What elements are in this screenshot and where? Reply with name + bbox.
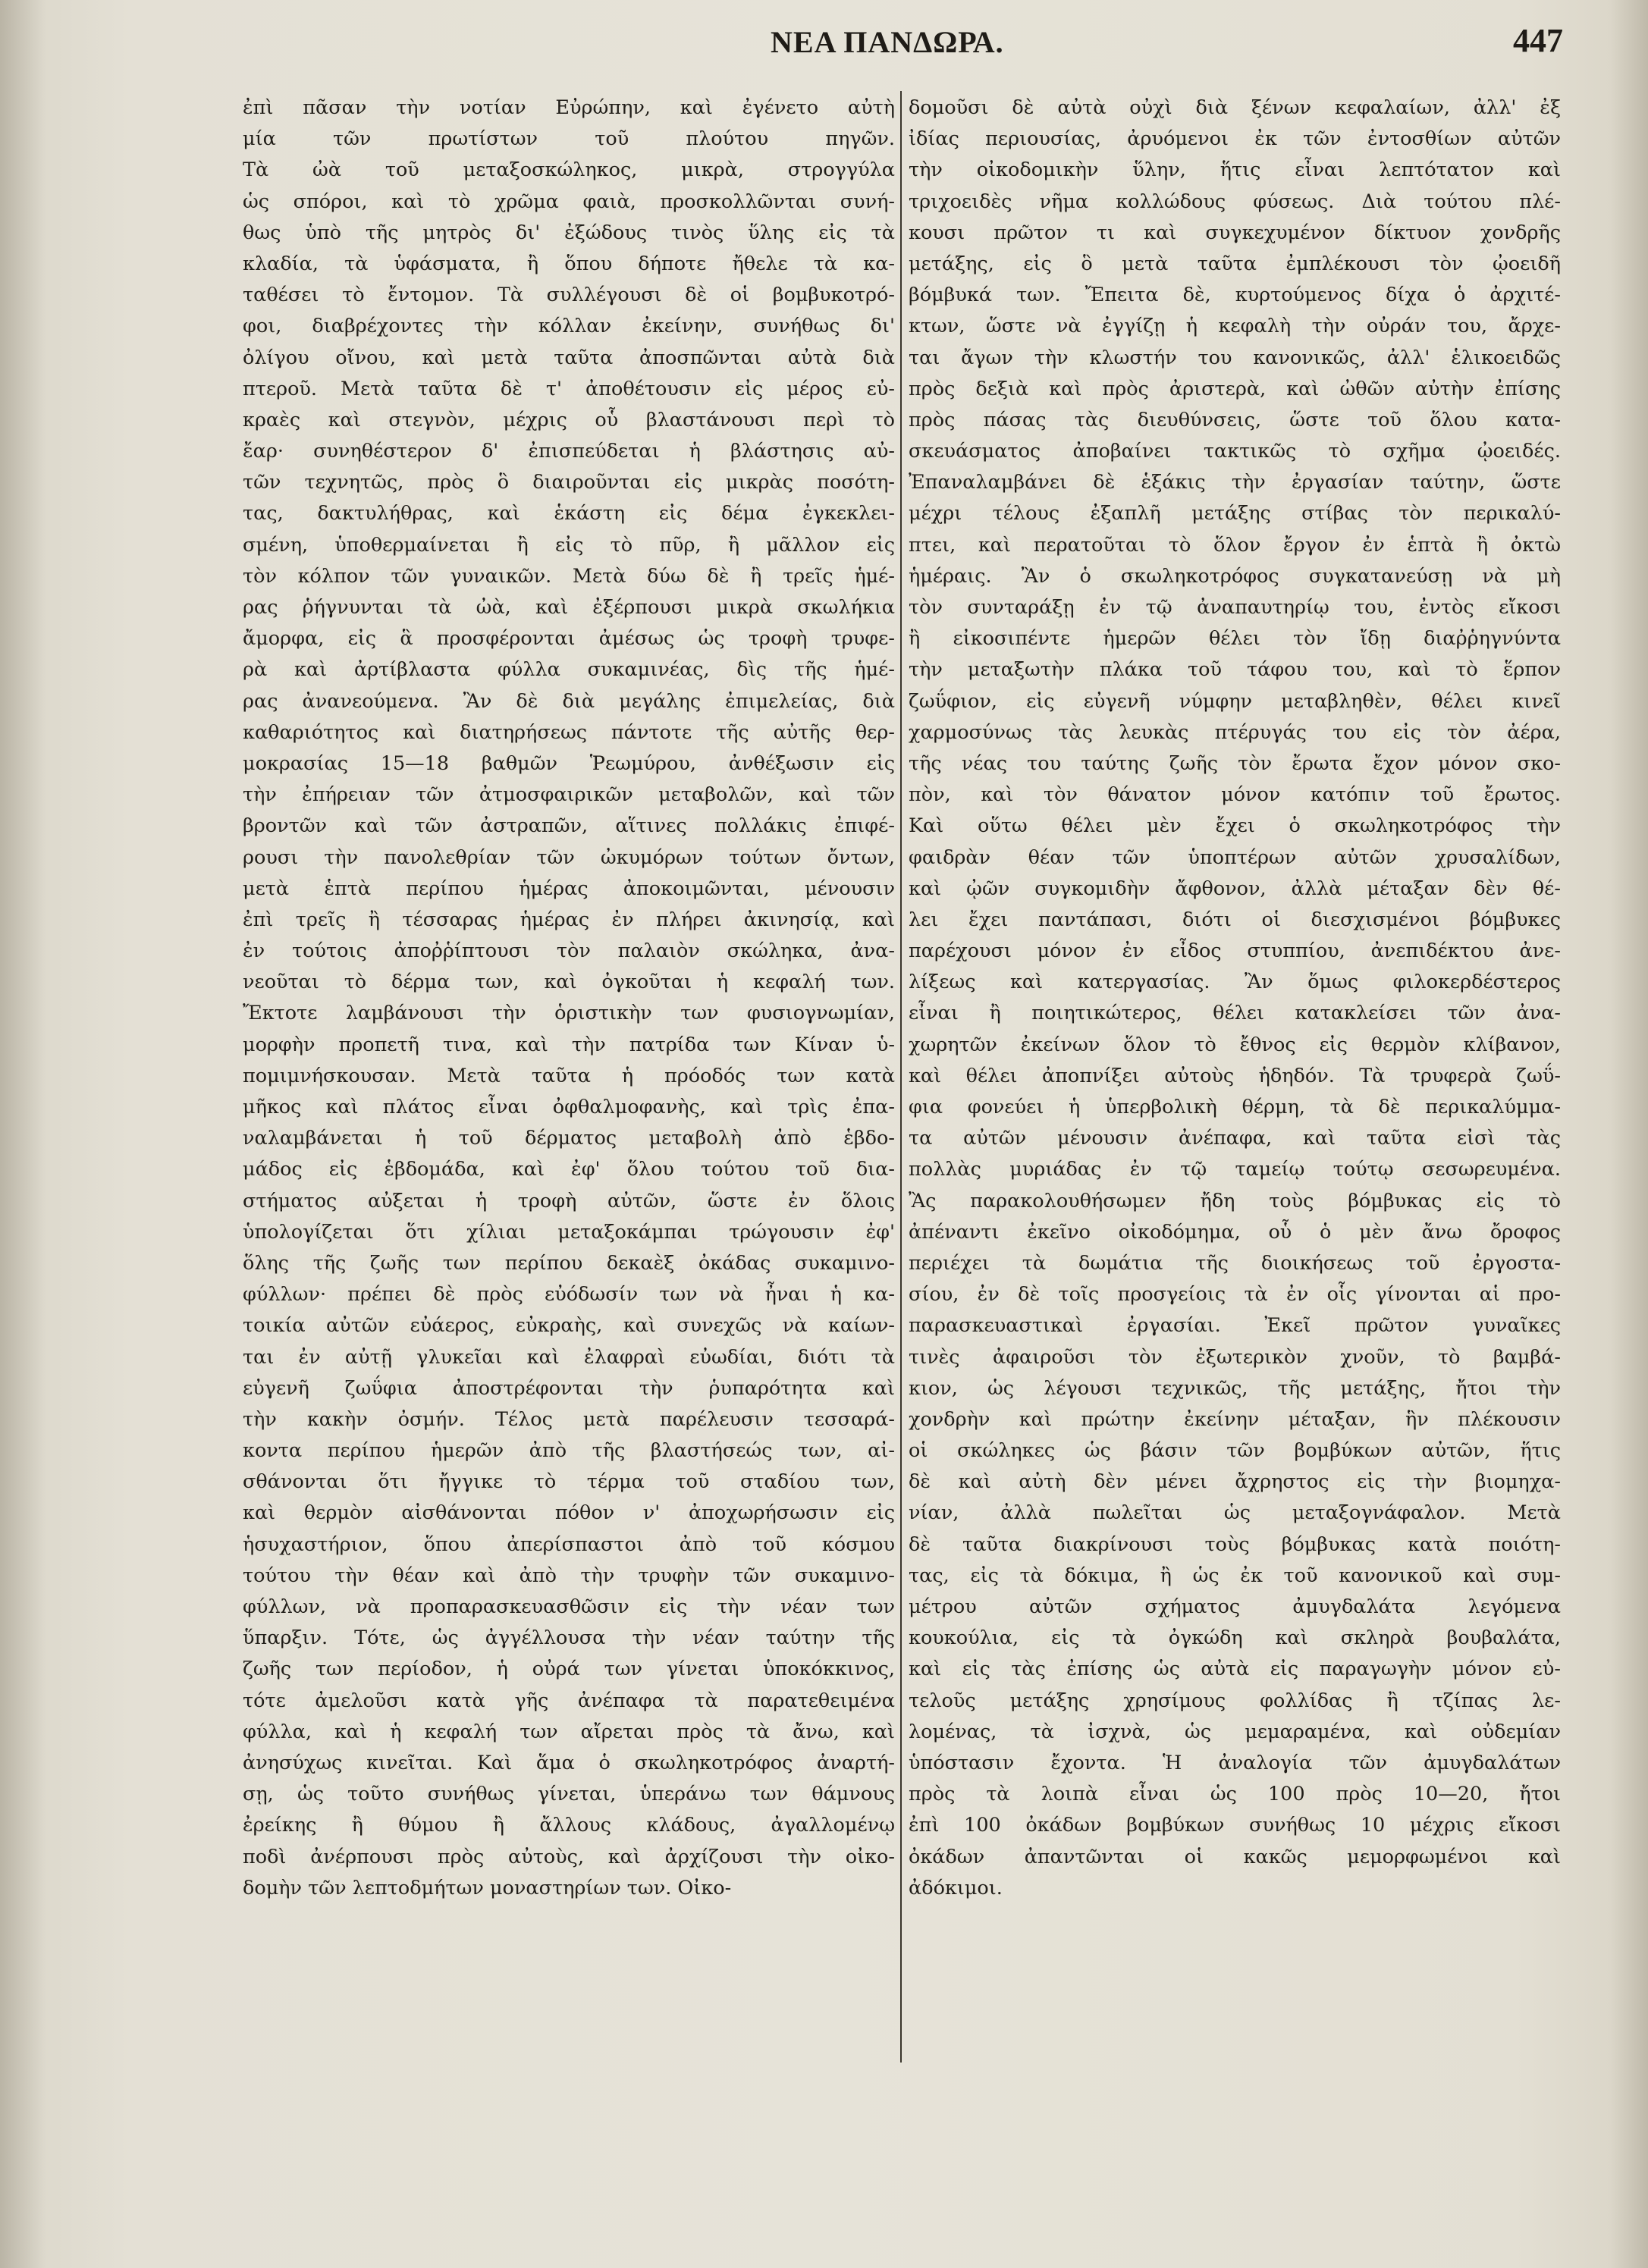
- text-line: ται ἐν αὐτῇ γλυκεῖαι καὶ ἐλαφραὶ εὐωδίαι, διότι τὰ: [243, 1345, 895, 1369]
- text-line: βόμβυκά των. Ἔπειτα δὲ, κυρτούμενος δίχα ὁ ἀρχιτέ-: [909, 284, 1561, 307]
- text-line: πομιμνήσκουσαν. Μετὰ ταῦτα ἡ πρόοδός των κατὰ: [243, 1064, 895, 1087]
- text-line: ὡς σπόροι, καὶ τὸ χρῶμα φαιὰ, προσκολλῶνται συνή-: [243, 190, 895, 213]
- text-line: ποδὶ ἀνέρπουσι πρὸς αὐτοὺς, καὶ ἀρχίζουσι τὴν οἰκο-: [243, 1845, 895, 1868]
- text-line: καὶ θερμὸν αἰσθάνονται πόθον ν' ἀποχωρήσωσιν εἰς: [243, 1501, 895, 1525]
- text-line: δομοῦσι δὲ αὐτὰ οὐχὶ διὰ ξένων κεφαλαίων, ἀλλ' ἐξ: [909, 96, 1561, 119]
- text-line: τελοῦς μετάξης χρησίμους φολλίδας ἢ τζίπας λε-: [909, 1689, 1561, 1712]
- text-line: σῃ, ὡς τοῦτο συνήθως γίνεται, ὑπεράνω των θάμνους: [243, 1783, 895, 1806]
- text-line: τῆς νέας του ταύτης ζωῆς τὸν ἔρωτα ἔχον μόνον σκο-: [909, 751, 1561, 775]
- text-line: δὲ ταῦτα διακρίνουσι τοὺς βόμβυκας κατὰ ποιότη-: [909, 1532, 1561, 1556]
- text-line: παρασκευαστικαὶ ἐργασίαι. Ἐκεῖ πρῶτον γυναῖκες: [909, 1314, 1561, 1338]
- text-line: ζωῆς των περίοδον, ἡ οὐρά των γίνεται ὑποκόκκινος,: [243, 1658, 895, 1681]
- text-line: ὅλης τῆς ζωῆς των περίπου δεκαὲξ ὀκάδας συκαμινο-: [243, 1251, 895, 1275]
- text-line: ἐν τούτοις ἀποῤῥίπτουσι τὸν παλαιὸν σκώληκα, ἀνα-: [243, 940, 895, 963]
- text-line: κτων, ὥστε νὰ ἐγγίζῃ ἡ κεφαλὴ τὴν οὐράν του, ἄρχε-: [909, 315, 1561, 338]
- text-line: φύλλων· πρέπει δὲ πρὸς εὐόδωσίν των νὰ ἦναι ἡ κα-: [243, 1283, 895, 1307]
- text-line: πρὸς δεξιὰ καὶ πρὸς ἀριστερὰ, καὶ ὠθῶν αὐτὴν ἐπίσης: [909, 377, 1561, 400]
- text-line: εἶναι ἢ ποιητικώτερος, θέλει κατακλείσει τῶν ἀνα-: [909, 1002, 1561, 1025]
- text-line: σίου, ἐν δὲ τοῖς προσγείοις τὰ ἐν οἷς γίνονται αἱ προ-: [909, 1283, 1561, 1307]
- text-line: καὶ θέλει ἀποπνίξει αὐτοὺς ἡδηδόν. Τὰ τρυφερὰ ζωΰ-: [909, 1064, 1561, 1087]
- text-line: τὴν οἰκοδομικὴν ὕλην, ἥτις εἶναι λεπτότατον καὶ: [909, 158, 1561, 182]
- text-line: χωρητῶν ἐκείνων ὅλον τὸ ἔθνος εἰς θερμὸν κλίβανον,: [909, 1033, 1561, 1056]
- text-line: ἔαρ· συνηθέστερον δ' ἐπισπεύδεται ἡ βλάστησις αὐ-: [243, 440, 895, 463]
- text-line: δὲ καὶ αὐτὴ δὲν μένει ἄχρηστος εἰς τὴν βιομηχα-: [909, 1470, 1561, 1494]
- text-line: λομένας, τὰ ἰσχνὰ, ὡς μεμαραμένα, καὶ οὐδεμίαν: [909, 1720, 1561, 1743]
- text-line: τούτου τὴν θέαν καὶ ἀπὸ τὴν τρυφὴν τῶν συκαμινο-: [243, 1564, 895, 1587]
- text-line: χονδρὴν καὶ πρώτην ἐκείνην μέταξαν, ἣν πλέκουσιν: [909, 1407, 1561, 1431]
- text-line: λει ἔχει παντάπασι, διότι οἱ διεσχισμένοι βόμβυκες: [909, 908, 1561, 931]
- text-line: καὶ ᾠῶν συγκομιδὴν ἄφθονον, ἀλλὰ μέταξαν δὲν θέ-: [909, 877, 1561, 900]
- running-title: ΝΕΑ ΠΑΝΔΩΡΑ.: [771, 25, 1004, 59]
- text-line: θως ὑπὸ τῆς μητρὸς δι' ἐξώδους τινὸς ὕλης εἰς τὰ: [243, 221, 895, 244]
- text-line: ἡμέραις. Ἂν ὁ σκωληκοτρόφος συγκατανεύσῃ νὰ μὴ: [909, 564, 1561, 588]
- text-line: Ἔκτοτε λαμβάνουσι τὴν ὁριστικὴν των φυσιογνωμίαν,: [243, 1002, 895, 1025]
- text-line: ζωΰφιον, εἰς εὐγενῆ νύμφην μεταβληθὲν, θέλει κινεῖ: [909, 689, 1561, 713]
- text-line: Ἂς παρακολουθήσωμεν ἤδη τοὺς βόμβυκας εἰς τὸ: [909, 1189, 1561, 1212]
- text-line: ρουσι τὴν πανολεθρίαν τῶν ὠκυμόρων τούτων ὄντων,: [243, 845, 895, 869]
- text-line: πτει, καὶ περατοῦται τὸ ὅλον ἔργον ἐν ἑπτὰ ἢ ὀκτὼ: [909, 533, 1561, 557]
- text-line: τὴν κακὴν ὀσμήν. Τέλος μετὰ παρέλευσιν τεσσαρά-: [243, 1407, 895, 1431]
- text-line: βροντῶν καὶ τῶν ἀστραπῶν, αἵτινες πολλάκις ἐπιφέ-: [243, 814, 895, 838]
- text-line: τότε ἀμελοῦσι κατὰ γῆς ἀνέπαφα τὰ παρατεθειμένα: [243, 1689, 895, 1712]
- text-line: πολλὰς μυριάδας ἐν τῷ ταμείῳ τούτῳ σεσωρευμένα.: [909, 1158, 1561, 1181]
- text-line: πὸν, καὶ τὸν θάνατον μόνον κατόπιν τοῦ ἔρωτος.: [909, 783, 1561, 807]
- text-line: Τὰ ὠὰ τοῦ μεταξοσκώληκος, μικρὰ, στρογγύλα: [243, 158, 895, 182]
- text-line: ὑπολογίζεται ὅτι χίλιαι μεταξοκάμπαι τρώγουσιν ἐφ': [243, 1220, 895, 1244]
- text-line: σθάνονται ὅτι ἤγγικε τὸ τέρμα τοῦ σταδίου των,: [243, 1470, 895, 1494]
- text-line: ἀπέναντι ἐκεῖνο οἰκοδόμημα, οὗ ὁ μὲν ἄνω ὄροφος: [909, 1220, 1561, 1244]
- text-line: σκευάσματος ἀποβαίνει τακτικῶς τὸ σχῆμα ᾠοειδές.: [909, 440, 1561, 463]
- text-line: καὶ εἰς τὰς ἐπίσης ὡς αὐτὰ εἰς παραγωγὴν μόνον εὐ-: [909, 1658, 1561, 1681]
- text-line: φια φονεύει ἡ ὑπερβολικὴ θέρμη, τὰ δὲ περικαλύμμα-: [909, 1096, 1561, 1118]
- text-line: τινὲς ἀφαιροῦσι τὸν ἐξωτερικὸν χνοῦν, τὸ βαμβά-: [909, 1345, 1561, 1369]
- page-header: [0, 17, 1648, 70]
- text-line: χαρμοσύνως τὰς λευκὰς πτέρυγάς του εἰς τὸν ἀέρα,: [909, 720, 1561, 744]
- text-line: ὀλίγου οἴνου, καὶ μετὰ ταῦτα ἀποσπῶνται αὐτὰ διὰ: [243, 346, 895, 369]
- text-line: κλαδία, τὰ ὑφάσματα, ἢ ὅπου δήποτε ἤθελε τὰ κα-: [243, 252, 895, 275]
- text-line: τα αὐτῶν μένουσιν ἀνέπαφα, καὶ ταῦτα εἰσὶ τὰς: [909, 1127, 1561, 1150]
- text-line: πρὸς τὰ λοιπὰ εἶναι ὡς 100 πρὸς 10—20, ἤτοι: [909, 1783, 1561, 1806]
- text-line: τῶν τεχνητῶς, πρὸς ὃ διαιροῦνται εἰς μικρὰς ποσότη-: [243, 471, 895, 494]
- text-line: πτεροῦ. Μετὰ ταῦτα δὲ τ' ἀποθέτουσιν εἰς μέρος εὐ-: [243, 377, 895, 400]
- text-line: μορφὴν προπετῆ τινα, καὶ τὴν πατρίδα των Κίναν ὑ-: [243, 1033, 895, 1056]
- text-line: κουκούλια, εἰς τὰ ὀγκώδη καὶ σκληρὰ βουβαλάτα,: [909, 1626, 1561, 1650]
- text-line: ἰδίας περιουσίας, ἀρυόμενοι ἐκ τῶν ἐντοσθίων αὐτῶν: [909, 127, 1561, 151]
- text-line: ὕπαρξιν. Τότε, ὡς ἀγγέλλουσα τὴν νέαν ταύτην τῆς: [243, 1626, 895, 1650]
- text-line: Καὶ οὕτω θέλει μὲν ἔχει ὁ σκωληκοτρόφος τὴν: [909, 814, 1561, 838]
- text-line: ἐπὶ 100 ὀκάδων βομβύκων συνήθως 10 μέχρις εἴκοσι: [909, 1814, 1561, 1837]
- text-line: ται ἄγων τὴν κλωστήν του κανονικῶς, ἀλλ' ἑλικοειδῶς: [909, 346, 1561, 369]
- text-line: καθαριότητος καὶ διατηρήσεως πάντοτε τῆς αὐτῆς θερ-: [243, 720, 895, 744]
- text-line: φοι, διαβρέχοντες τὴν κόλλαν ἐκείνην, συνήθως δι': [243, 315, 895, 338]
- text-line: στήματος αὐξεται ἡ τροφὴ αὐτῶν, ὥστε ἐν ὅλοις: [243, 1189, 895, 1212]
- text-line: Ἐπαναλαμβάνει δὲ ἑξάκις τὴν ἐργασίαν ταύτην, ὥστε: [909, 471, 1561, 494]
- text-line: ἐπὶ τρεῖς ἢ τέσσαρας ἡμέρας ἐν πλήρει ἀκινησίᾳ, καὶ: [243, 908, 895, 931]
- text-line: νίαν, ἀλλὰ πωλεῖται ὡς μεταξογνάφαλον. Μετὰ: [909, 1501, 1561, 1525]
- text-line: μέτρου αὐτῶν σχήματος ἀμυγδαλάτα λεγόμενα: [909, 1595, 1561, 1618]
- text-line: τὸν κόλπον τῶν γυναικῶν. Μετὰ δύω δὲ ἢ τρεῖς ἡμέ-: [243, 564, 895, 588]
- page-edge-shadow-right: [1610, 0, 1648, 2268]
- text-line: ἀνησύχως κινεῖται. Καὶ ἅμα ὁ σκωληκοτρόφος ἀναρτή-: [243, 1751, 895, 1774]
- text-line: φύλλα, καὶ ἡ κεφαλή των αἴρεται πρὸς τὰ ἄνω, καὶ: [243, 1720, 895, 1743]
- left-column: [243, 93, 895, 1904]
- text-line: τὸν συνταράξῃ ἐν τῷ ἀναπαυτηρίῳ του, ἐντὸς εἴκοσι: [909, 596, 1561, 619]
- text-line: ναλαμβάνεται ἡ τοῦ δέρματος μεταβολὴ ἀπὸ ἑβδο-: [243, 1127, 895, 1150]
- text-line: ἐρείκης ἢ θύμου ἢ ἄλλους κλάδους, ἀγαλλομένῳ: [243, 1814, 895, 1837]
- text-line: λίξεως καὶ κατεργασίας. Ἂν ὅμως φιλοκερδέστερος: [909, 971, 1561, 994]
- text-line: ρὰ καὶ ἀρτίβλαστα φύλλα συκαμινέας, δὶς τῆς ἡμέ-: [243, 658, 895, 682]
- text-line: μῆκος καὶ πλάτος εἶναι ὀφθαλμοφανὴς, καὶ τρὶς ἐπα-: [243, 1096, 895, 1118]
- text-line: μετάξης, εἰς ὃ μετὰ ταῦτα ἐμπλέκουσι τὸν ᾠοειδῆ: [909, 252, 1561, 275]
- text-line: τας, δακτυλήθρας, καὶ ἑκάστη εἰς δέμα ἐγκεκλει-: [243, 502, 895, 525]
- text-line: τὴν ἐπήρειαν τῶν ἀτμοσφαιρικῶν μεταβολῶν, καὶ τῶν: [243, 783, 895, 807]
- text-line: κοντα περίπου ἡμερῶν ἀπὸ τῆς βλαστήσεώς των, αἰ-: [243, 1439, 895, 1463]
- text-line: ἀδόκιμοι.: [909, 1876, 1003, 1899]
- text-line: μία τῶν πρωτίστων τοῦ πλούτου πηγῶν.: [243, 127, 895, 151]
- text-line: οἱ σκώληκες ὡς βάσιν τῶν βομβύκων αὐτῶν, ἥτις: [909, 1439, 1561, 1463]
- text-line: ὑπόστασιν ἔχοντα. Ἡ ἀναλογία τῶν ἀμυγδαλάτων: [909, 1751, 1561, 1774]
- text-line: παρέχουσι μόνον ἐν εἶδος στυππίου, ἀνεπιδέκτου ἀνε-: [909, 940, 1561, 963]
- text-line: φαιδρὰν θέαν τῶν ὑποπτέρων αὐτῶν χρυσαλίδων,: [909, 845, 1561, 869]
- text-line: κραὲς καὶ στεγνὸν, μέχρις οὗ βλαστάνουσι περὶ τὸ: [243, 408, 895, 431]
- text-line: κουσι πρῶτον τι καὶ συγκεχυμένον δίκτυον χονδρῆς: [909, 221, 1561, 244]
- text-line: νεοῦται τὸ δέρμα των, καὶ ὀγκοῦται ἡ κεφαλή των.: [243, 971, 895, 994]
- text-line: ἄμορφα, εἰς ἃ προσφέρονται ἀμέσως ὡς τροφὴ τρυφε-: [243, 627, 895, 651]
- text-line: τριχοειδὲς νῆμα κολλώδους φύσεως. Διὰ τούτου πλέ-: [909, 190, 1561, 213]
- text-line: μάδος εἰς ἑβδομάδα, καὶ ἐφ' ὅλου τούτου τοῦ δια-: [243, 1158, 895, 1181]
- text-line: μοκρασίας 15—18 βαθμῶν Ῥεωμύρου, ἀνθέξωσιν εἰς: [243, 751, 895, 775]
- text-line: τοικία αὐτῶν εὐάερος, εὐκραὴς, καὶ συνεχῶς νὰ καίων-: [243, 1314, 895, 1338]
- page-number: 447: [1513, 22, 1563, 59]
- text-line: σμένη, ὑποθερμαίνεται ἢ εἰς τὸ πῦρ, ἢ μᾶλλον εἰς: [243, 533, 895, 557]
- right-column: [909, 93, 1561, 1904]
- text-line: περιέχει τὰ δωμάτια τῆς διοικήσεως τοῦ ἐργοστα-: [909, 1251, 1561, 1275]
- text-line: ταθέσει τὸ ἔντομον. Τὰ συλλέγουσι δὲ οἱ βομβυκοτρό-: [243, 284, 895, 307]
- text-line: μέχρι τέλους ἐξαπλῆ μετάξης στίβας τὸν περικαλύ-: [909, 502, 1561, 525]
- text-line: ἢ εἰκοσιπέντε ἡμερῶν θέλει τὸν ἴδῃ διαῤῥηγνύντα: [909, 627, 1561, 651]
- text-line: ἐπὶ πᾶσαν τὴν νοτίαν Εὐρώπην, καὶ ἐγένετο αὐτὴ: [243, 96, 895, 119]
- column-divider: [900, 91, 902, 2063]
- text-line: μετὰ ἑπτὰ περίπου ἡμέρας ἀποκοιμῶνται, μένουσιν: [243, 877, 895, 900]
- text-line: ἡσυχαστήριον, ὅπου ἀπερίσπαστοι ἀπὸ τοῦ κόσμου: [243, 1532, 895, 1556]
- text-line: φύλλων, νὰ προπαρασκευασθῶσιν εἰς τὴν νέαν των: [243, 1595, 895, 1618]
- text-line: ὀκάδων ἀπαντῶνται οἱ κακῶς μεμορφωμένοι καὶ: [909, 1845, 1561, 1868]
- text-line: ρας ἀνανεούμενα. Ἂν δὲ διὰ μεγάλης ἐπιμελείας, διὰ: [243, 689, 895, 713]
- text-line: πρὸς πάσας τὰς διευθύνσεις, ὥστε τοῦ ὅλου κατα-: [909, 408, 1561, 431]
- text-line: δομὴν τῶν λεπτοδμήτων μοναστηρίων των. Οἰκο-: [243, 1876, 732, 1899]
- text-line: ρας ῥήγνυνται τὰ ὠὰ, καὶ ἐξέρπουσι μικρὰ σκωλήκια: [243, 596, 895, 619]
- page-edge-shadow-left: [0, 0, 46, 2268]
- text-line: τὴν μεταξωτὴν πλάκα τοῦ τάφου του, καὶ τὸ ἕρπον: [909, 658, 1561, 682]
- text-line: τας, εἰς τὰ δόκιμα, ἢ ὡς ἐκ τοῦ κανονικοῦ καὶ συμ-: [909, 1564, 1561, 1587]
- text-line: κιον, ὡς λέγουσι τεχνικῶς, τῆς μετάξης, ἤτοι τὴν: [909, 1376, 1561, 1400]
- text-line: εὐγενῆ ζωΰφια ἀποστρέφονται τὴν ῥυπαρότητα καὶ: [243, 1376, 895, 1400]
